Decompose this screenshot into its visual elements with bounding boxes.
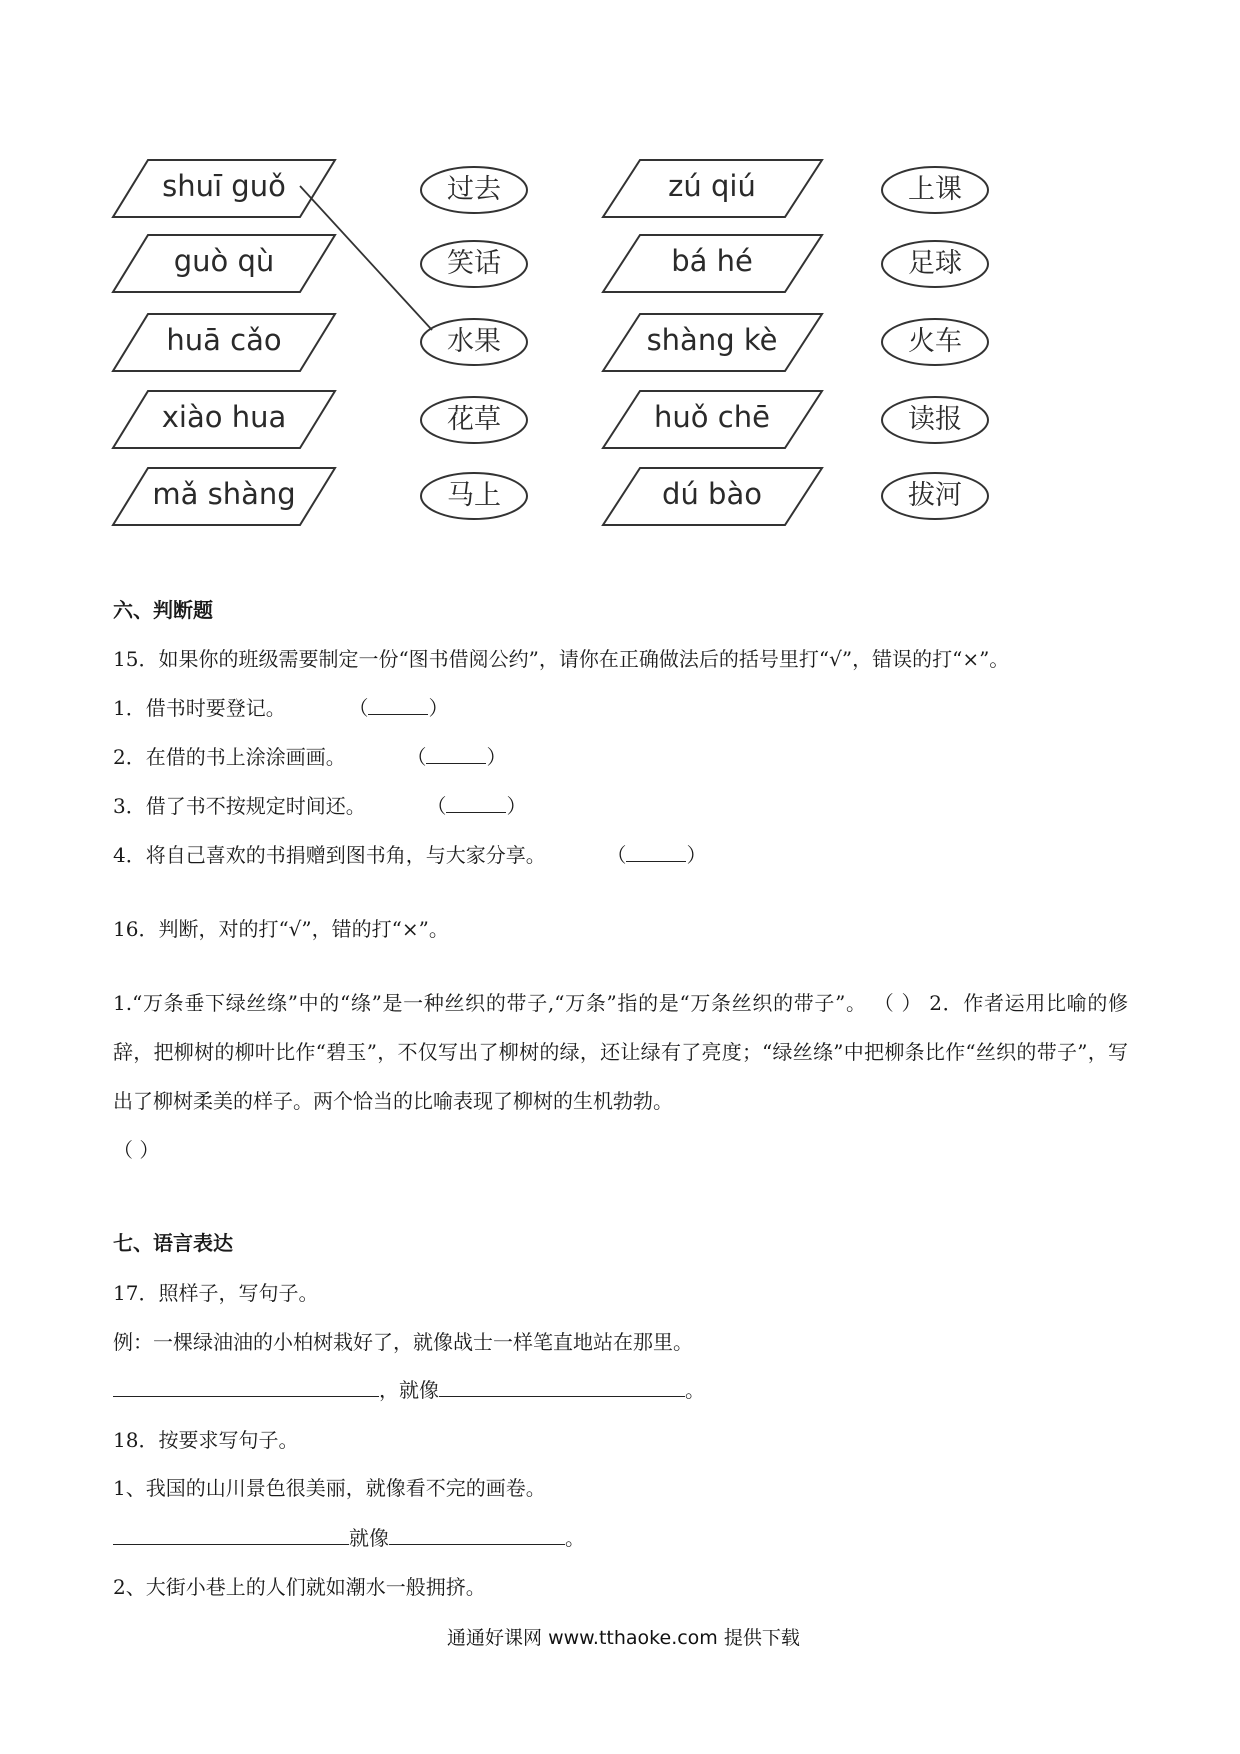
q15-item-4 [113,839,706,868]
pinyin-left-5: mǎ shàng [152,477,296,511]
q15-item-1-text: 1．借书时要登记。 [113,696,286,720]
q15-item-2-paren-open: （ [406,745,427,769]
hanzi-right-3: 火车 [908,326,962,357]
q18-answer-row [113,1522,585,1551]
q18-prompt: 18．按要求写句子。 [113,1428,299,1452]
q16-paragraph [113,979,1128,1175]
q18-answer-mid: 就像 [349,1526,389,1550]
q17-answer-end: 。 [685,1378,705,1402]
pinyin-left-1: shuī guǒ [162,169,286,203]
pinyin-right-4: huǒ chē [654,400,770,434]
q16-prompt: 16．判断，对的打“√”，错的打“×”。 [113,917,449,941]
q15-item-4-paren-open: （ [606,843,627,867]
q16-item-1: 1.“万条垂下绿丝绦”中的“绦”是一种丝织的带子,“万条”指的是“万条丝织的带子”。 [113,991,867,1015]
section7-title: 七、语言表达 [113,1231,233,1255]
page-footer [447,1623,800,1650]
q15-item-1-paren-close: ） [428,696,449,720]
q15-item-3 [113,790,526,819]
hanzi-right-2: 足球 [908,248,962,279]
pinyin-left-2: guò qù [173,244,275,278]
q15-item-2-answer-blank[interactable] [426,743,486,764]
hanzi-left-1: 过去 [447,174,501,205]
q15-item-3-paren-close: ） [506,794,527,818]
pinyin-left-3: huā cǎo [166,323,282,357]
q15-item-4-text: 4．将自己喜欢的书捐赠到图书角，与大家分享。 [113,843,546,867]
pinyin-right-1: zú qiú [668,169,756,203]
hanzi-left-5: 马上 [447,480,501,511]
q15-item-1-paren-open: （ [348,696,369,720]
pinyin-left-4: xiào hua [161,400,287,434]
q15-item-2 [113,741,506,770]
hanzi-left-2: 笑话 [447,248,501,279]
pinyin-right-2: bá hé [671,244,753,278]
pinyin-matching-exercise [0,0,1240,540]
q15-item-3-text: 3．借了书不按规定时间还。 [113,794,366,818]
pinyin-right-5: dú bào [662,477,762,511]
q17-prompt: 17．照样子，写句子。 [113,1281,319,1305]
q17-answer-mid: ，就像 [379,1378,439,1402]
q15-item-1-answer-blank[interactable] [368,694,428,715]
hanzi-left-3: 水果 [447,326,501,357]
footer-suffix: 提供下载 [723,1627,800,1649]
q17-answer-blank-1[interactable] [113,1376,379,1397]
q16-item-1-paren[interactable]: （ ） [873,991,923,1015]
section6-title: 六、判断题 [113,598,213,622]
hanzi-right-5: 拔河 [908,480,962,511]
q18-answer-blank-2[interactable] [389,1524,565,1545]
q18-answer-end: 。 [565,1526,585,1550]
q15-prompt: 15．如果你的班级需要制定一份“图书借阅公约”，请你在正确做法后的括号里打“√”，错误的打“×”。 [113,647,1010,671]
q15-item-4-answer-blank[interactable] [626,841,686,862]
hanzi-left-4: 花草 [447,404,501,435]
q17-answer-blank-2[interactable] [439,1376,685,1397]
q15-item-2-paren-close: ） [486,745,507,769]
hanzi-right-4: 读报 [908,404,962,435]
pinyin-right-3: shàng kè [646,323,778,357]
q15-item-3-paren-open: （ [426,794,447,818]
q18-item-1: 1、我国的山川景色很美丽，就像看不完的画卷。 [113,1476,546,1500]
q16-item-2: 2．作者运用比喻的修辞，把柳树的柳叶比作“碧玉”，不仅写出了柳树的绿，还让绿有了亮度；“绿丝绦”中把柳条比作“丝织的带子”，写出了柳树柔美的样子。两个恰当的比喻表现了柳树的生机勃勃。 [113,991,1129,1113]
footer-url[interactable]: www.tthaoke.com [548,1627,718,1649]
q15-item-1 [113,692,448,721]
q17-example: 例：一棵绿油油的小柏树栽好了，就像战士一样笔直地站在那里。 [113,1330,693,1354]
q17-answer-row [113,1374,705,1403]
q18-item-2: 2、大街小巷上的人们就如潮水一般拥挤。 [113,1575,486,1599]
hanzi-right-1: 上课 [908,174,962,205]
q16-item-2-paren[interactable]: （ ） [113,1138,160,1162]
q15-item-3-answer-blank[interactable] [446,792,506,813]
q15-item-4-paren-close: ） [686,843,707,867]
footer-site-name: 通通好课网 [447,1627,543,1649]
q18-answer-blank-1[interactable] [113,1524,349,1545]
q15-item-2-text: 2．在借的书上涂涂画画。 [113,745,346,769]
